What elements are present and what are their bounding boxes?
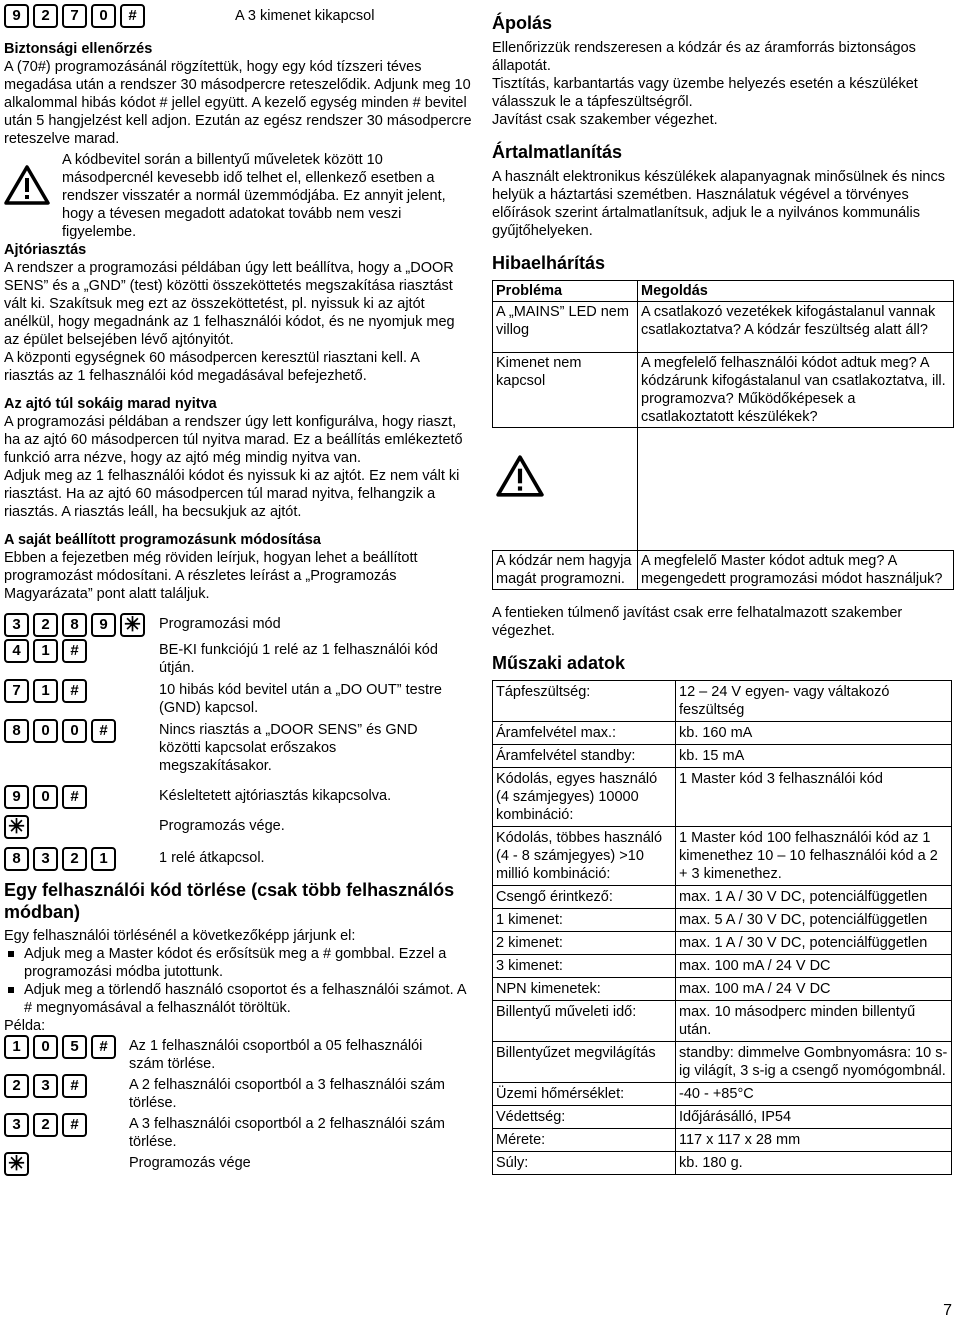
step-text: Programozás vége.: [159, 818, 285, 834]
hash-key-icon: #: [120, 4, 145, 28]
table-cell: Kimenet nem kapcsol: [493, 353, 638, 428]
digit-key-icon: 3: [4, 613, 29, 637]
step-row: [4, 1074, 472, 1112]
digit-key-icon: 8: [62, 613, 87, 637]
spec-label: 1 kimenet:: [493, 909, 676, 932]
table-row: [493, 886, 952, 909]
digit-key-icon: 8: [4, 719, 29, 743]
spec-value: kb. 180 g.: [676, 1152, 952, 1175]
digit-key-icon: 0: [33, 1035, 58, 1059]
keypad-sequence: [4, 1074, 129, 1098]
top-caption: A 3 kimenet kikapcsol: [235, 8, 375, 24]
table-row: [493, 722, 952, 745]
step-row: [4, 639, 472, 677]
spec-label: Súly:: [493, 1152, 676, 1175]
own-title: A saját beállított programozásunk módosítása: [4, 532, 321, 548]
table-row: [493, 932, 952, 955]
spec-value: max. 100 mA / 24 V DC: [676, 955, 952, 978]
table-row: [493, 745, 952, 768]
spec-value: max. 1 A / 30 V DC, potenciálfüggetlen: [676, 886, 952, 909]
list-item: Adjuk meg a Master kódot és erősítsük meg a # gombbal. Ezzel a programozási módba jutottunk.: [24, 945, 472, 981]
hash-key-icon: #: [62, 1113, 87, 1137]
warning-text: A kódbevitel során a billentyű műveletek között 10 másodpercnél kevesebb idő telhet el, ellenkező esetben a rendszer visszatér a normál üzemmódjába. Ez annyit jelent, hogy a tévesen megadott adatokat tovább nem veszi figyelembe.: [62, 152, 446, 240]
digit-key-icon: 2: [33, 613, 58, 637]
table-row: [493, 302, 954, 353]
digit-key-icon: 8: [4, 847, 29, 871]
warning-cell: [493, 428, 638, 551]
care-title: Ápolás: [492, 13, 553, 33]
keypad-sequence: [4, 4, 145, 28]
spec-value: standby: dimmelve Gombnyomásra: 10 s-ig világít, 3 s-ig a csengő nyomógombnál.: [676, 1042, 952, 1083]
digit-key-icon: 4: [4, 639, 29, 663]
disposal-title: Ártalmatlanítás: [492, 142, 623, 162]
spec-label: NPN kimenetek:: [493, 978, 676, 1001]
digit-key-icon: 9: [4, 4, 29, 28]
digit-key-icon: 1: [33, 679, 58, 703]
trouble-title: Hibaelhárítás: [492, 253, 606, 273]
spec-value: 1 Master kód 3 felhasználói kód: [676, 768, 952, 827]
care-text-2: Tisztítás, karbantartás vagy üzembe helyezés esetén a készüléket válasszuk le a tápfeszültségről.: [492, 76, 918, 110]
step-text: Nincs riasztás a „DOOR SENS” és GND közötti kapcsolat erőszakos megszakításakor.: [159, 722, 418, 774]
open-text-2: Adjuk meg az 1 felhasználói kódot és nyissuk ki az ajtót. Ez nem vált ki riasztást. Ha az ajtó 60 másodpercen túl marad nyitva, felhangzik a riasztás. A riasztás leáll, ha becsukjuk az ajtót.: [4, 468, 460, 520]
left-column: [4, 0, 472, 1176]
step-text: 10 hibás kód bevitel után a „DO OUT” testre (GND) kapcsol.: [159, 682, 442, 716]
spec-label: Kódolás, többes használó (4 - 8 számjegyes) >10 millió kombináció:: [493, 827, 676, 886]
table-row: [493, 353, 954, 428]
table-cell: [638, 428, 954, 551]
spec-value: max. 1 A / 30 V DC, potenciálfüggetlen: [676, 932, 952, 955]
spec-value: max. 100 mA / 24 V DC: [676, 978, 952, 1001]
delete-bullets: [4, 945, 472, 1017]
table-cell: A megfelelő Master kódot adtuk meg? A megengedett programozási módot használjuk?: [638, 551, 954, 590]
spec-label: Mérete:: [493, 1129, 676, 1152]
digit-key-icon: 2: [62, 847, 87, 871]
step-text: Programozás vége: [129, 1155, 251, 1171]
open-title: Az ajtó túl sokáig marad nyitva: [4, 396, 217, 412]
tech-table: [492, 680, 952, 1175]
keypad-sequence: [4, 679, 159, 703]
spec-label: Billentyű műveleti idő:: [493, 1001, 676, 1042]
digit-key-icon: 0: [33, 719, 58, 743]
digit-key-icon: 1: [4, 1035, 29, 1059]
safety-title: Biztonsági ellenőrzés: [4, 41, 153, 57]
step-text: 1 relé átkapcsol.: [159, 850, 265, 866]
table-row: [493, 428, 954, 551]
hash-key-icon: #: [62, 785, 87, 809]
digit-key-icon: 2: [33, 1113, 58, 1137]
spec-value: 117 x 117 x 28 mm: [676, 1129, 952, 1152]
warning-triangle-icon: [496, 455, 635, 502]
delete-title: Egy felhasználói kód törlése (csak több felhasználós módban): [4, 880, 455, 922]
spec-label: 3 kimenet:: [493, 955, 676, 978]
step-text: A 3 felhasználói csoportból a 2 felhasználói szám törlése.: [129, 1116, 445, 1150]
digit-key-icon: 0: [33, 785, 58, 809]
keypad-sequence: [4, 1035, 129, 1059]
table-row: [493, 955, 952, 978]
table-cell: A kódzár nem hagyja magát programozni.: [493, 551, 638, 590]
trouble-table: [492, 280, 954, 590]
keypad-sequence: [4, 815, 159, 839]
digit-key-icon: 0: [91, 4, 116, 28]
keypad-sequence: [4, 1113, 129, 1137]
door-text-1: A rendszer a programozási példában úgy lett beállítva, hogy a „DOOR SENS” és a „GND” (test) közötti összeköttetés megszakítása riasztást vált ki. Szakítsuk meg ezt az összeköttetést, pl. nyissuk ki az ajtót anélkül, hogy megadnánk az 1 felhasználói kódot, és ne nyomjuk meg az épület belsejében lévő ajtónyitót.: [4, 260, 455, 348]
step-text: Késleltetett ajtóriasztás kikapcsolva.: [159, 788, 392, 804]
spec-label: Védettség:: [493, 1106, 676, 1129]
keypad-sequence: [4, 847, 159, 871]
step-row: [4, 613, 472, 637]
spec-value: max. 10 másodperc minden billentyű után.: [676, 1001, 952, 1042]
digit-key-icon: 3: [33, 1074, 58, 1098]
step-text: Programozási mód: [159, 616, 281, 632]
spec-label: Csengő érintkező:: [493, 886, 676, 909]
care-text-3: Javítást csak szakember végezhet.: [492, 112, 718, 128]
hash-key-icon: #: [62, 679, 87, 703]
keypad-sequence: [4, 639, 159, 663]
step-row: [4, 679, 472, 717]
table-row: [493, 681, 952, 722]
digit-key-icon: 7: [4, 679, 29, 703]
digit-key-icon: 2: [4, 1074, 29, 1098]
keypad-sequence: [4, 785, 159, 809]
table-row: [493, 768, 952, 827]
table-row: [493, 978, 952, 1001]
asterisk-key-icon: ✳: [4, 815, 29, 839]
table-row: [493, 1152, 952, 1175]
table-header: Probléma: [493, 281, 638, 302]
spec-value: -40 - +85°C: [676, 1083, 952, 1106]
digit-key-icon: 9: [4, 785, 29, 809]
step-row: [4, 1035, 472, 1073]
digit-key-icon: 5: [62, 1035, 87, 1059]
door-text-2: A központi egységnek 60 másodpercen keresztül riasztani kell. A riasztás az 1 felhasználói kód megadásával befejezhető.: [4, 350, 420, 384]
keypad-sequence: [4, 1152, 129, 1176]
table-row: [493, 1083, 952, 1106]
step-text: Az 1 felhasználói csoportból a 05 felhasználói szám törlése.: [129, 1038, 423, 1072]
table-row: [493, 1042, 952, 1083]
table-header: Megoldás: [638, 281, 954, 302]
page-number: 7: [943, 1302, 952, 1319]
spec-value: 1 Master kód 100 felhasználói kód az 1 kimenethez 10 – 10 felhasználói kód a 2 + 3 kimenethez.: [676, 827, 952, 886]
hash-key-icon: #: [62, 1074, 87, 1098]
digit-key-icon: 9: [91, 613, 116, 637]
table-cell: A „MAINS” LED nem villog: [493, 302, 638, 353]
digit-key-icon: 1: [91, 847, 116, 871]
spec-label: Tápfeszültség:: [493, 681, 676, 722]
step-row: [4, 1113, 472, 1151]
keypad-sequence: [4, 613, 159, 637]
digit-key-icon: 1: [33, 639, 58, 663]
open-text-1: A programozási példában a rendszer úgy lett konfigurálva, hogy riaszt, ha az ajtó 60 másodpercen túl nyitva marad. Ez a beállítás emlékeztető funkció arra nézve, hogy az ajtó még mindig nyitva van.: [4, 414, 463, 466]
step-row: [4, 719, 472, 775]
warning-triangle-icon: [4, 151, 62, 205]
table-row: [493, 1001, 952, 1042]
door-title: Ajtóriasztás: [4, 242, 87, 258]
asterisk-key-icon: ✳: [4, 1152, 29, 1176]
hash-key-icon: #: [91, 719, 116, 743]
example-label: Példa:: [4, 1018, 46, 1034]
delete-intro: Egy felhasználói törlésénél a következőképp járjunk el:: [4, 928, 356, 944]
table-row: [493, 1129, 952, 1152]
spec-label: 2 kimenet:: [493, 932, 676, 955]
spec-label: Áramfelvétel max.:: [493, 722, 676, 745]
table-row: [493, 827, 952, 886]
table-cell: A csatlakozó vezetékek kifogástalanul vannak csatlakoztatva? A kódzár feszültség alatt áll?: [638, 302, 954, 353]
spec-label: Üzemi hőmérséklet:: [493, 1083, 676, 1106]
digit-key-icon: 2: [33, 4, 58, 28]
spec-value: kb. 15 mA: [676, 745, 952, 768]
digit-key-icon: 3: [33, 847, 58, 871]
safety-text: A (70#) programozásánál rögzítettük, hogy egy kód tízszeri téves megadása után a rendszer 30 másodpercre reteszelődik. Adjunk meg 10 alkalommal hibás kódot # jellel együtt. A kezelő egység minden # bevitel után 5 hangjelzést kell adjon. Ezután az egész rendszer 30 másodpercre reteszelve marad.: [4, 59, 472, 147]
spec-label: Billentyűzet megvilágítás: [493, 1042, 676, 1083]
step-row: [4, 1152, 472, 1176]
spec-value: max. 5 A / 30 V DC, potenciálfüggetlen: [676, 909, 952, 932]
example-steps: [4, 1035, 472, 1176]
digit-key-icon: 0: [62, 719, 87, 743]
own-text: Ebben a fejezetben még röviden leírjuk, hogyan lehet a beállított programozást módosítani. A részletes leírást a „Programozás Magyarázata” pont alatt találjuk.: [4, 550, 418, 602]
digit-key-icon: 3: [4, 1113, 29, 1137]
tech-title: Műszaki adatok: [492, 653, 626, 673]
spec-value: 12 – 24 V egyen- vagy váltakozó feszültség: [676, 681, 952, 722]
spec-value: kb. 160 mA: [676, 722, 952, 745]
spec-label: Kódolás, egyes használó (4 számjegyes) 10000 kombináció:: [493, 768, 676, 827]
top-key-row: [4, 4, 472, 28]
hash-key-icon: #: [62, 639, 87, 663]
step-text: BE-KI funkciójú 1 relé az 1 felhasználói kód útján.: [159, 642, 438, 676]
disposal-text: A használt elektronikus készülékek alapanyagnak minősülnek és nincs helyük a háztartási szemétben. Használatuk végével a törvényes előírások szerint ártalmatlanítsuk, adjuk le a nyilvános kommunális gyűjtőhelyeken.: [492, 169, 945, 239]
table-row: [493, 551, 954, 590]
step-text: A 2 felhasználói csoportból a 3 felhasználói szám törlése.: [129, 1077, 445, 1111]
spec-value: Időjárásálló, IP54: [676, 1106, 952, 1129]
hash-key-icon: #: [91, 1035, 116, 1059]
repair-note: A fentieken túlmenő javítást csak erre felhatalmazott szakember végezhet.: [492, 605, 903, 639]
asterisk-key-icon: ✳: [120, 613, 145, 637]
table-cell: A megfelelő felhasználói kódot adtuk meg? A kódzárunk kifogástalanul van csatlakoztatva, ill. programozva? Működőképesek a csatlakoztatott készülékek?: [638, 353, 954, 428]
step-row: [4, 847, 472, 871]
list-item: Adjuk meg a törlendő használó csoportot és a felhasználói számot. A # megnyomásával a felhasználót töröltük.: [24, 981, 472, 1017]
digit-key-icon: 7: [62, 4, 87, 28]
table-row: [493, 1106, 952, 1129]
step-row: [4, 815, 472, 839]
programming-steps: [4, 613, 472, 871]
table-row: [493, 909, 952, 932]
care-text-1: Ellenőrizzük rendszeresen a kódzár és az áramforrás biztonságos állapotát.: [492, 40, 916, 74]
step-row: [4, 785, 472, 809]
keypad-sequence: [4, 719, 159, 743]
right-column: [492, 0, 954, 1175]
warning-block: [4, 151, 472, 241]
spec-label: Áramfelvétel standby:: [493, 745, 676, 768]
